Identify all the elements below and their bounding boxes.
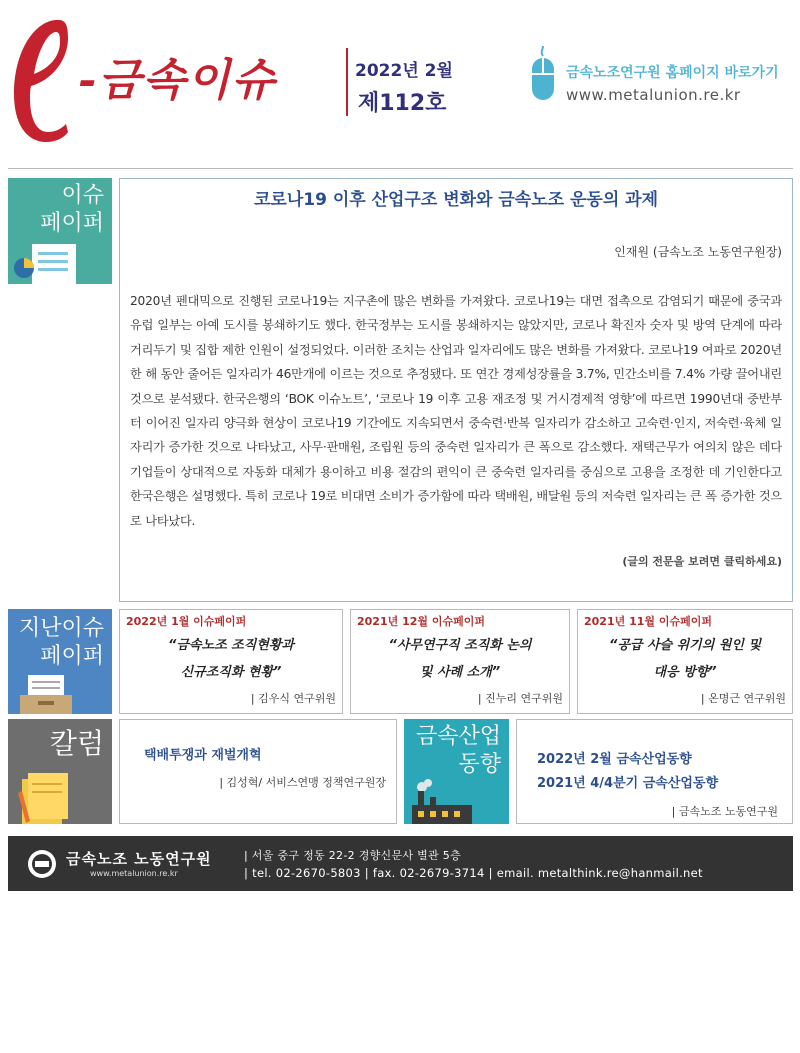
header-rule [8, 168, 793, 169]
past-issue-card[interactable] [577, 609, 793, 714]
past-issue-card[interactable] [119, 609, 343, 714]
past-issue-title[interactable] [351, 632, 569, 686]
metal-trend-card[interactable] [516, 719, 793, 824]
tag-label-line1: 금속산업 [415, 724, 501, 749]
footer-org-name: 금속노조 노동연구원 [66, 850, 212, 868]
issue-paper-tag [8, 178, 112, 284]
read-more-link[interactable]: (글의 전문을 보려면 클릭하세요) [622, 555, 782, 568]
article-author: 인재원 (금속노조 노동연구원장) [614, 245, 782, 259]
past-issue-card[interactable] [350, 609, 570, 714]
metal-trend-link-quarterly[interactable]: 2021년 4/4분기 금속산업동향 [537, 776, 719, 791]
document-icon [12, 240, 80, 284]
tag-label-line1: 이슈 [61, 183, 104, 208]
footer-contact: | tel. 02-2670-5803 | fax. 02-2679-3714 | email. metalthink.re@hanmail.net [244, 866, 703, 880]
page-header [0, 0, 800, 170]
metal-trend-link-monthly[interactable]: 2022년 2월 금속산업동향 [537, 752, 692, 767]
past-issue-tag [8, 609, 112, 714]
column-card[interactable] [119, 719, 397, 824]
column-author: | 김성혁/ 서비스연맹 정책연구원장 [219, 776, 386, 789]
mouse-icon [530, 46, 556, 102]
tag-label-line2: 동향 [458, 752, 501, 777]
main-article[interactable] [119, 178, 793, 602]
past-issue-title-line1: “사무연구직 조직화 논의 [388, 638, 532, 653]
homepage-link[interactable]: 금속노조연구원 홈페이지 바로가기 [566, 65, 779, 81]
e-logo-icon [8, 14, 70, 146]
past-issue-label: 2021년 12월 이슈페이퍼 [357, 615, 485, 628]
column-title[interactable]: 택배투쟁과 재벌개혁 [144, 748, 262, 763]
footer-address: | 서울 중구 정동 22-2 경향신문사 별관 5층 [244, 849, 462, 862]
tag-label: 칼럼 [49, 727, 104, 760]
header-divider [346, 48, 348, 116]
past-issue-title-line2: 신규조직화 현황” [180, 665, 282, 680]
past-issue-title[interactable] [120, 632, 342, 686]
past-issue-title-line2: 대응 방향” [653, 665, 717, 680]
metal-trend-tag [404, 719, 509, 824]
past-issue-label: 2022년 1월 이슈페이퍼 [126, 615, 247, 628]
article-body: 2020년 펜대믹으로 진행된 코로나19는 지구촌에 많은 변화를 가져왔다. 코로나19는 대면 접촉으로 감염되기 때문에 중국과 유럽 일부는 아예 도시를 봉쇄하기도 했다. 한국정부는 도시를 봉쇄하지는 않았지만, 코로나 확진자 숫자 및 방역 단계에 따라 거리두기 및 집합 제한 인원이 설정되었다. 이러한 조치는 산업과 일자리에도 많은 변화를 가져왔다. 코로나19 여파로 2020년 한 해 동안 줄어든 일자리가 46만개에 이르는 것으로 추정됐다. 또 연간 경제성장률을 3.7%, 민간소비를 7.4% 가량 끌어내린 것으로 분석됐다. 한국은행의 ‘BOK 이슈노트’, ‘코로나 19 이후 고용 재조정 및 거시경제적 영향’에 따르면 1990년대 중반부터 이어진 일자리 양극화 현상이 코로나19 기간에도 지속되면서 중숙련·반복 일자리가 감소하고 고숙련·인지, 저숙련·육체 일자리가 증가한 것으로 나타났고, 사무·판매원, 조립원 등의 중숙련 일자리가 큰 폭으로 감소했다. 재택근무가 여의치 않은 데다 기업들이 상대적으로 자동화 대체가 용이하고 비용 절감의 편익이 큰 중숙련 일자리를 중심으로 고용을 조정한 데 기인한다고 한국은행은 설명했다. 특히 코로나 19로 비대면 소비가 증가함에 따라 택배원, 배달원 등의 저숙련 일자리는 큰 폭 증가한 것으로 나타났다. [130, 294, 782, 528]
column-tag [8, 719, 112, 824]
tag-label-line1: 지난이슈 [18, 616, 104, 641]
past-issue-author: | 진누리 연구위원 [477, 692, 563, 705]
past-issue-label: 2021년 11월 이슈페이퍼 [584, 615, 712, 628]
homepage-url[interactable]: www.metalunion.re.kr [566, 86, 741, 104]
article-title[interactable]: 코로나19 이후 산업구조 변화와 금속노조 운동의 과제 [253, 190, 659, 210]
past-issue-title-line1: “금속노조 조직현황과 [168, 638, 294, 653]
issue-number: 제112호 [358, 91, 447, 116]
past-issue-title[interactable] [578, 632, 792, 686]
tag-label-line2: 페이퍼 [40, 644, 104, 669]
past-issue-title-line2: 및 사례 소개” [419, 665, 501, 680]
factory-icon [408, 775, 476, 824]
archive-box-icon [14, 671, 78, 714]
tag-label-line2: 페이퍼 [40, 211, 104, 236]
issue-date: 2022년 2월 [355, 61, 453, 81]
folder-pencil-icon [14, 771, 78, 824]
footer-url[interactable]: www.metalunion.re.kr [90, 869, 178, 878]
union-emblem-icon [26, 848, 58, 880]
past-issue-title-line1: “공급 사슬 위기의 원인 및 [608, 638, 762, 653]
past-issue-author: | 김우식 연구위원 [250, 692, 336, 705]
metal-trend-author: | 금속노조 노동연구원 [671, 805, 778, 818]
page-footer [8, 836, 793, 891]
past-issue-author: | 온명근 연구위원 [700, 692, 786, 705]
newsletter-title: -금속이슈 [78, 55, 277, 106]
